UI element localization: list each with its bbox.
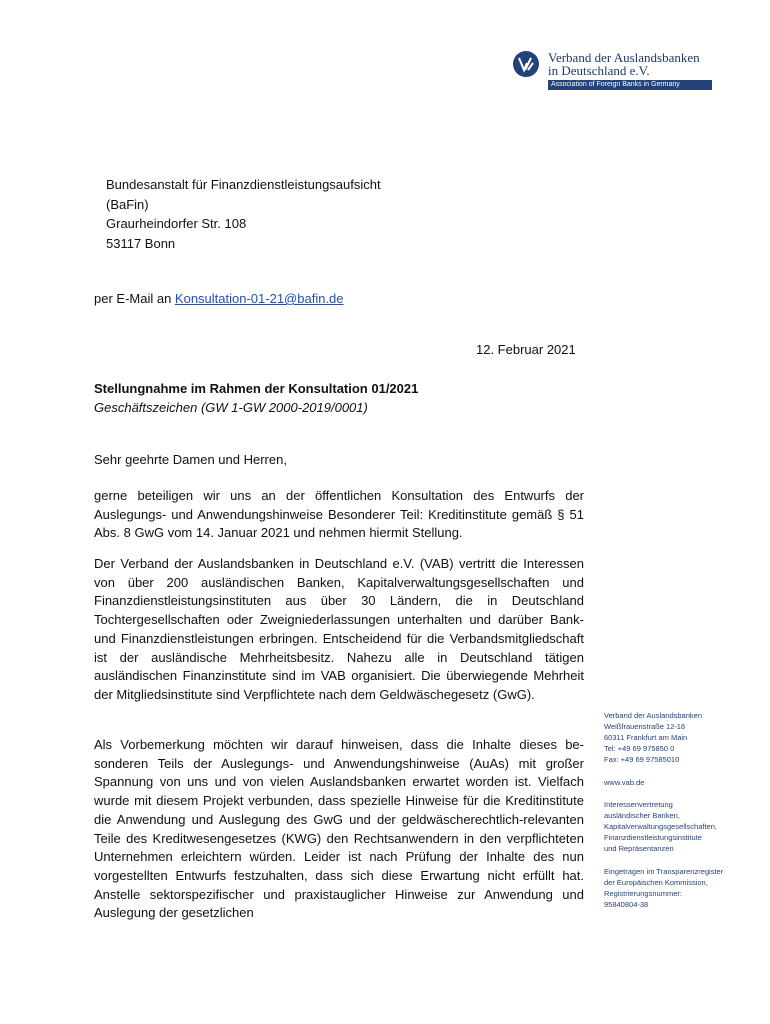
sidebar-desc-line: und Repräsentanzen <box>604 844 674 853</box>
letterhead-logo <box>512 50 712 92</box>
salutation: Sehr geehrte Damen und Herren, <box>94 452 287 467</box>
delivery-prefix: per E-Mail an <box>94 291 175 306</box>
delivery-line <box>94 291 344 306</box>
letterhead-name-line2: in Deutschland e.V. <box>548 63 650 78</box>
subject-title: Stellungnahme im Rahmen der Konsultation 01/2021 <box>94 381 419 396</box>
paragraph: Der Verband der Auslandsbanken in Deutschland e.V. (VAB) vertritt die Interessen von über 200 ausländischen Banken, Kapitalverwaltungsgesellschaften und Finanzdienstleistungsinstituten aus über 30 Ländern, die in Deutschland Tochtergesellschaften oder Zweigniederlassungen unterhalten und darüber Bank- und Finanzdienstleistungen erbringen. Entscheidend für die Verbandsmitgliedschaft ist der ausländische Mehrheitsbesitz. Nahezu alle in Deutschland tätigen ausländischen Finanzinstitute sind im VAB organisiert. Die überwiegende Mehrheit der Mitgliedsinstitute sind Verpflichtete nach dem Geldwäschegesetz (GwG). <box>94 556 584 702</box>
sidebar-reg-line: 95840804-38 <box>604 900 649 909</box>
sidebar-web[interactable]: www.vab.de <box>604 778 645 787</box>
recipient-address <box>106 175 381 253</box>
recipient-line: Graurheindorfer Str. 108 <box>106 216 247 231</box>
sidebar-reg-line: der Europäischen Kommission, <box>604 878 708 887</box>
sidebar-registration <box>604 866 764 910</box>
sidebar-desc-line: ausländischer Banken, <box>604 811 680 820</box>
sidebar-reg-line: Registrierungsnummer: <box>604 889 682 898</box>
sidebar-reg-line: Eingetragen im Transparenzregister <box>604 867 724 876</box>
subject-block <box>94 379 418 417</box>
recipient-line: 53117 Bonn <box>106 235 176 251</box>
sidebar-street: Weißfrauenstraße 12-16 <box>604 722 686 731</box>
sidebar-city: 60311 Frankfurt am Main <box>604 733 688 742</box>
sidebar-desc-line: Interessenvertretung <box>604 800 673 809</box>
email-link[interactable]: Konsultation-01-21@bafin.de <box>174 291 344 306</box>
sidebar-org: Verband der Auslandsbanken <box>604 711 702 720</box>
paragraph: gerne beteiligen wir uns an der öffentlichen Konsultation des Entwurfs der Auslegungs- und Anwendungshinweise Besonderer Teil: Kreditinstitute gemäß § 51 Abs. 8 GwG vom 14. Januar 2021 und nehmen hiermit Stellung. <box>94 488 584 541</box>
sidebar-description <box>604 799 764 854</box>
paragraph: Als Vorbemerkung möchten wir darauf hinweisen, dass die Inhalte dieses besonderen Teils der Auslegungs- und Anwendungshinweise (AuAs) mit großer Spannung von uns und von vielen Auslandsbanken erwartet worden ist. Vielfach wurde mit diesem Projekt verbunden, dass spezielle Hinweise für die Kreditinstitute die Anwendung und Auslegung des GwG und der geldwäscherechtlich-relevanten Teile des Kreditwesengesetzes (KWG) den Rechtsanwendern in den verpflichteten Unternehmen erleichtern würden. Leider ist nach Prüfung der Inhalte des nun vorgestellten Entwurfs festzuhalten, dass sich diese Erwartung nicht erfüllt hat. Anstelle sektorspezifischer und praxistauglicher Hinweise zur Anwendung und Auslegung der gesetzlichen <box>94 737 584 921</box>
sidebar-fax: Fax: +49 69 97585010 <box>604 755 680 764</box>
sidebar-desc-line: Finanzdienstleistungsinstitute <box>604 833 702 842</box>
subject-reference: Geschäftszeichen (GW 1-GW 2000-2019/0001) <box>94 400 368 415</box>
vab-logo-icon <box>512 50 540 78</box>
letterhead-tagline: Association of Foreign Banks in Germany <box>548 80 712 90</box>
letterhead-name-line1: Verband der Auslandsbanken <box>548 50 700 65</box>
sidebar-address <box>604 710 764 765</box>
letter-date: 12. Februar 2021 <box>476 342 576 357</box>
sidebar-desc-line: Kapitalverwaltungsgesellschaften, <box>604 822 717 831</box>
recipient-line: Bundesanstalt für Finanzdienstleistungsaufsicht <box>106 177 381 192</box>
sidebar-tel: Tel: +49 69 975850 0 <box>604 744 675 753</box>
recipient-line: (BaFin) <box>106 196 149 212</box>
